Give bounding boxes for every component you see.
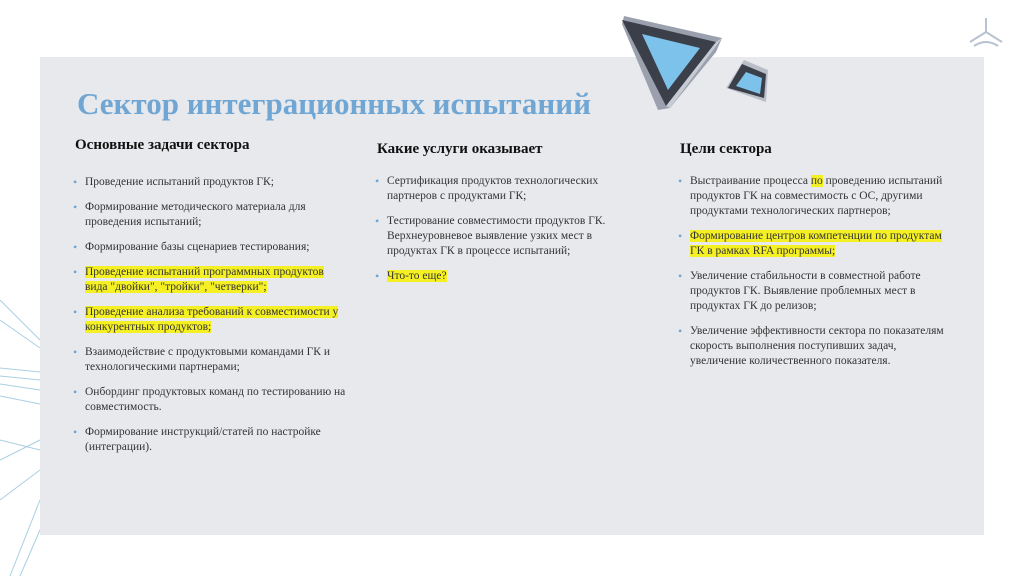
- column-services: [374, 141, 644, 294]
- bullet-list: [72, 175, 347, 455]
- list-item: • Увеличение стабильности в совместной работе продуктов ГК. Выявление проблемных мест в продуктах ГК до релизов;: [678, 269, 921, 312]
- list-item: • Выстраивание процесса по проведению испытаний продуктов ГК на совместимость с ОС, другими продуктами технологических партнеров;: [678, 174, 943, 217]
- bullet-icon: •: [678, 324, 683, 338]
- triangle-decoration-icon: [618, 12, 730, 112]
- bullet-icon: •: [678, 229, 683, 243]
- bullet-icon: •: [73, 175, 78, 189]
- bullet-icon: •: [73, 385, 78, 399]
- bullet-icon: •: [678, 269, 683, 283]
- bullet-icon: •: [375, 174, 380, 188]
- page-title: Сектор интеграционных испытаний: [77, 86, 591, 121]
- bullet-icon: •: [73, 425, 78, 439]
- bullet-list: [374, 174, 644, 284]
- highlighted-text: Что-то еще?: [387, 270, 447, 282]
- column-heading: Основные задачи сектора: [75, 137, 250, 153]
- highlighted-text: по: [810, 175, 823, 187]
- highlighted-text: Формирование центров компетенции по продуктам ГК в рамках RFA программы;: [690, 230, 942, 257]
- list-item: • Сертификация продуктов технологических партнеров с продуктами ГК;: [375, 174, 599, 202]
- list-item: • Онбординг продуктовых команд по тестированию на совместимость.: [73, 385, 346, 413]
- list-item: • Формирование методического материала для проведения испытаний;: [73, 200, 306, 228]
- list-item: • Увеличение эффективности сектора по показателям скорость выполнения поступивших задач, увеличение количественного показателя.: [678, 324, 944, 367]
- bullet-icon: •: [73, 200, 78, 214]
- list-item: • Формирование инструкций/статей по настройке (интеграции).: [73, 425, 321, 453]
- column-goals: [677, 141, 952, 379]
- list-item: • Взаимодействие с продуктовыми командами ГК и технологическими партнерами;: [73, 345, 330, 373]
- bullet-icon: •: [73, 345, 78, 359]
- list-item: [72, 265, 347, 295]
- bullet-icon: •: [73, 265, 78, 279]
- company-logo-icon: [966, 16, 1006, 50]
- list-item: • Тестирование совместимости продуктов ГК. Верхнеуровневое выявление узких мест в продуктах ГК в процессе испытаний;: [375, 214, 606, 257]
- column-main-tasks: [72, 137, 347, 465]
- list-item: [677, 229, 952, 259]
- column-heading: Цели сектора: [680, 141, 772, 157]
- column-heading: Какие услуги оказывает: [377, 141, 543, 157]
- bullet-icon: •: [375, 269, 380, 283]
- highlighted-text: Проведение анализа требований к совместимости у конкурентных продуктов;: [85, 306, 339, 333]
- small-triangle-decoration-icon: [722, 58, 774, 104]
- list-item: • Формирование базы сценариев тестирования;: [73, 240, 310, 254]
- highlighted-text: Проведение испытаний программных продуктов вида "двойки", "тройки", "четверки";: [85, 266, 324, 293]
- bullet-icon: •: [678, 174, 683, 188]
- bullet-list: [677, 174, 952, 369]
- list-item: [374, 269, 644, 284]
- bullet-icon: •: [73, 305, 78, 319]
- bullet-icon: •: [375, 214, 380, 228]
- list-item: [72, 305, 347, 335]
- list-item: • Проведение испытаний продуктов ГК;: [73, 175, 274, 189]
- bullet-icon: •: [73, 240, 78, 254]
